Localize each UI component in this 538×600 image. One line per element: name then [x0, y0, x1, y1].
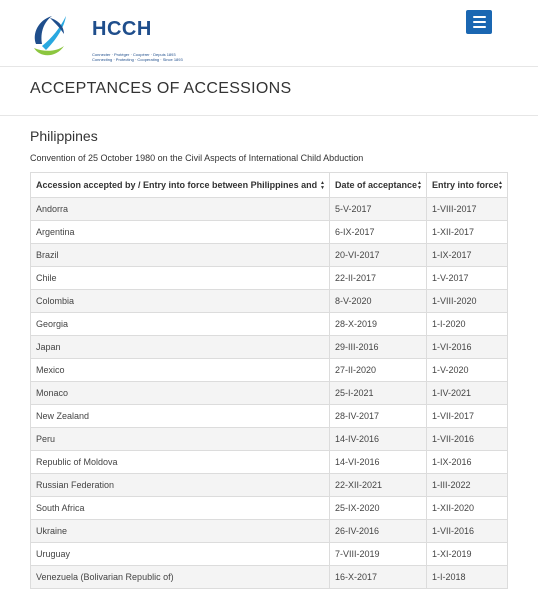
column-header-date-of-acceptance[interactable]: Date of acceptance ▲ ▼: [330, 173, 427, 198]
cell-date-of-acceptance: 14-VI-2016: [330, 451, 427, 474]
cell-date-of-acceptance: 29-III-2016: [330, 336, 427, 359]
cell-date-of-acceptance: 22-XII-2021: [330, 474, 427, 497]
cell-country: Venezuela (Bolivarian Republic of): [31, 566, 330, 589]
cell-country: Republic of Moldova: [31, 451, 330, 474]
cell-country: Monaco: [31, 382, 330, 405]
cell-date-of-acceptance: 20-VI-2017: [330, 244, 427, 267]
cell-date-of-acceptance: 8-V-2020: [330, 290, 427, 313]
cell-entry-into-force: 1-VIII-2020: [427, 290, 508, 313]
cell-entry-into-force: 1-V-2017: [427, 267, 508, 290]
cell-entry-into-force: 1-VII-2016: [427, 520, 508, 543]
cell-country: Peru: [31, 428, 330, 451]
table-row: [31, 359, 508, 382]
cell-entry-into-force: 1-VII-2017: [427, 405, 508, 428]
cell-entry-into-force: 1-VI-2016: [427, 336, 508, 359]
cell-entry-into-force: 1-VII-2016: [427, 428, 508, 451]
cell-date-of-acceptance: 22-II-2017: [330, 267, 427, 290]
page-title: ACCEPTANCES OF ACCESSIONS: [30, 80, 292, 97]
table-row: [31, 497, 508, 520]
cell-country: Colombia: [31, 290, 330, 313]
cell-country: Ukraine: [31, 520, 330, 543]
title-bar: [0, 67, 538, 116]
cell-date-of-acceptance: 7-VIII-2019: [330, 543, 427, 566]
table-row: [31, 451, 508, 474]
cell-country: Uruguay: [31, 543, 330, 566]
column-header-entry-into-force[interactable]: Entry into force ▲ ▼: [427, 173, 508, 198]
cell-date-of-acceptance: 27-II-2020: [330, 359, 427, 382]
hamburger-icon-bar: [473, 21, 486, 23]
table-header-row: [31, 173, 508, 198]
cell-country: Andorra: [31, 198, 330, 221]
cell-date-of-acceptance: 6-IX-2017: [330, 221, 427, 244]
country-heading: Philippines: [30, 128, 98, 144]
cell-date-of-acceptance: 26-IV-2016: [330, 520, 427, 543]
cell-entry-into-force: 1-XII-2017: [427, 221, 508, 244]
table-row: [31, 267, 508, 290]
cell-entry-into-force: 1-XI-2019: [427, 543, 508, 566]
cell-entry-into-force: 1-III-2022: [427, 474, 508, 497]
cell-date-of-acceptance: 5-V-2017: [330, 198, 427, 221]
convention-title: Convention of 25 October 1980 on the Civil Aspects of International Child Abduction: [30, 153, 364, 163]
cell-date-of-acceptance: 28-X-2019: [330, 313, 427, 336]
table-row: [31, 382, 508, 405]
cell-date-of-acceptance: 16-X-2017: [330, 566, 427, 589]
cell-date-of-acceptance: 14-IV-2016: [330, 428, 427, 451]
cell-country: Brazil: [31, 244, 330, 267]
table-row: [31, 543, 508, 566]
site-header: [0, 0, 538, 67]
cell-entry-into-force: 1-XII-2020: [427, 497, 508, 520]
logo-tagline-french: Connecter · Protéger · Coopérer · Depuis 1893: [92, 52, 176, 57]
table-row: [31, 198, 508, 221]
cell-country: Argentina: [31, 221, 330, 244]
cell-date-of-acceptance: 28-IV-2017: [330, 405, 427, 428]
table-row: [31, 221, 508, 244]
acceptances-table: [30, 172, 508, 589]
table-row: [31, 428, 508, 451]
sort-icon: ▲ ▼: [498, 180, 503, 191]
sort-icon: ▲ ▼: [417, 180, 422, 191]
menu-button[interactable]: [466, 10, 492, 34]
table-row: [31, 566, 508, 589]
column-header-accession[interactable]: Accession accepted by / Entry into force between Philippines and ▲ ▼: [31, 173, 330, 198]
cell-date-of-acceptance: 25-I-2021: [330, 382, 427, 405]
cell-country: Mexico: [31, 359, 330, 382]
cell-country: New Zealand: [31, 405, 330, 428]
sort-icon: ▲ ▼: [320, 180, 325, 191]
hamburger-icon-bar: [473, 26, 486, 28]
cell-entry-into-force: 1-I-2020: [427, 313, 508, 336]
logo-tagline-english: Connecting · Protecting · Cooperating · Since 1893: [92, 57, 183, 62]
cell-entry-into-force: 1-I-2018: [427, 566, 508, 589]
cell-country: Georgia: [31, 313, 330, 336]
cell-entry-into-force: 1-IV-2021: [427, 382, 508, 405]
table-row: [31, 405, 508, 428]
table-row: [31, 244, 508, 267]
table-row: [31, 290, 508, 313]
logo-text: HCCH: [92, 18, 152, 40]
cell-entry-into-force: 1-IX-2016: [427, 451, 508, 474]
cell-date-of-acceptance: 25-IX-2020: [330, 497, 427, 520]
globe-icon: [30, 10, 70, 60]
cell-country: Russian Federation: [31, 474, 330, 497]
cell-country: Chile: [31, 267, 330, 290]
cell-entry-into-force: 1-V-2020: [427, 359, 508, 382]
cell-entry-into-force: 1-VIII-2017: [427, 198, 508, 221]
hcch-logo[interactable]: [30, 8, 183, 64]
cell-country: South Africa: [31, 497, 330, 520]
cell-country: Japan: [31, 336, 330, 359]
cell-entry-into-force: 1-IX-2017: [427, 244, 508, 267]
table-row: [31, 520, 508, 543]
table-row: [31, 313, 508, 336]
hamburger-icon-bar: [473, 16, 486, 18]
table-row: [31, 336, 508, 359]
table-row: [31, 474, 508, 497]
